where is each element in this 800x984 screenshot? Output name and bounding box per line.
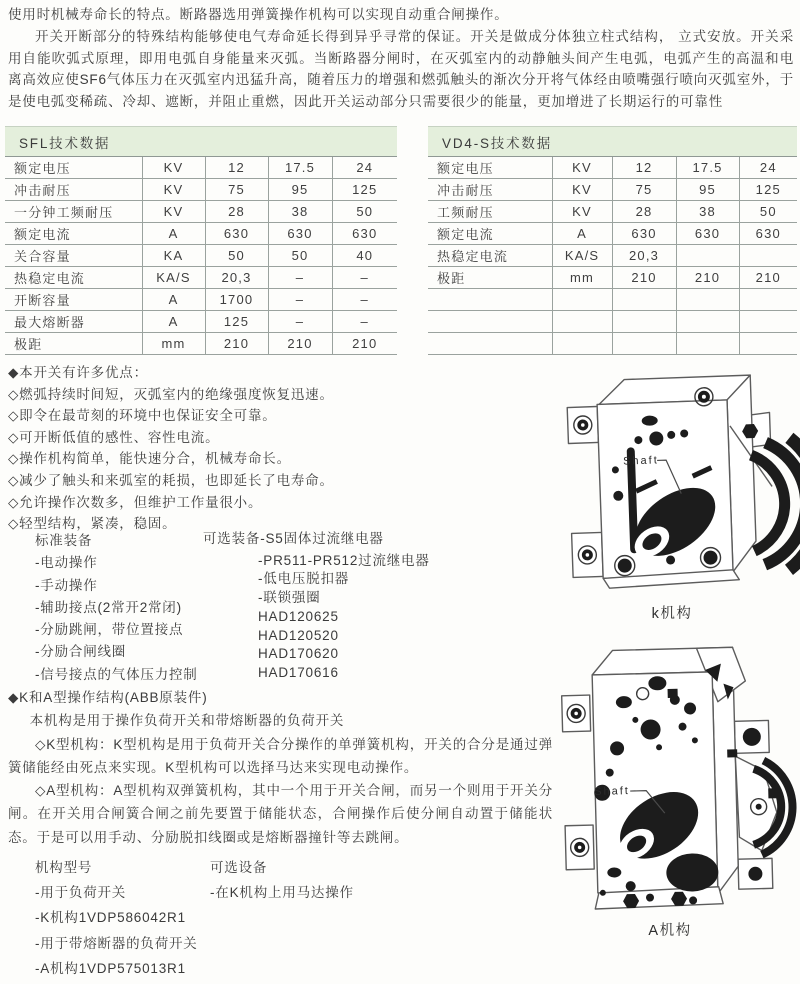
row-value-12kv: 75 bbox=[612, 179, 676, 201]
row-unit: A bbox=[142, 289, 205, 311]
table-row bbox=[428, 223, 797, 245]
row-label: 额定电流 bbox=[428, 223, 552, 245]
row-label: 极距 bbox=[5, 333, 142, 355]
row-value-24kv bbox=[739, 245, 797, 267]
model-item: -A机构1VDP575013R1 bbox=[35, 960, 186, 976]
row-label bbox=[428, 311, 552, 333]
equipment-item: -手动操作 bbox=[35, 577, 98, 593]
advantage-item: ◇允许操作次数多，但维护工作量很小。 bbox=[8, 494, 263, 510]
row-value-24kv: 630 bbox=[739, 223, 797, 245]
row-unit: KA/S bbox=[552, 245, 612, 267]
table-row bbox=[428, 201, 797, 223]
table-row bbox=[428, 179, 797, 201]
row-value-24kv bbox=[739, 289, 797, 311]
row-value-12kv: 125 bbox=[205, 311, 268, 333]
row-label: 冲击耐压 bbox=[428, 179, 552, 201]
advantage-item: ◇操作机构简单，能快速分合，机械寿命长。 bbox=[8, 451, 291, 467]
equipment-item: HAD170616 bbox=[258, 664, 339, 680]
table-row bbox=[5, 157, 397, 179]
row-value-17kv bbox=[676, 333, 739, 355]
row-value-17kv: 630 bbox=[676, 223, 739, 245]
row-value-24kv: 210 bbox=[739, 267, 797, 289]
model-numbers-heading: 机构型号 bbox=[35, 860, 93, 875]
row-label: 最大熔断器 bbox=[5, 311, 142, 333]
row-value-17kv bbox=[676, 311, 739, 333]
row-unit: A bbox=[142, 223, 205, 245]
row-value-12kv: 20,3 bbox=[205, 267, 268, 289]
row-value-12kv: 1700 bbox=[205, 289, 268, 311]
intro-paragraph: 开关开断部分的特殊结构能够使电气寿命延长得到异乎寻常的保证。开关是做成分体独立柱式结构， 立式安放。开关采用自能吹弧式原理，即用电弧自身能量来灭弧。当断路器分闸时，在灭弧室内的动静触头间产生电弧，电弧产生的高温和电离高效应使SF6气体压力在灭弧室内迅猛升高，随着压力的增强和燃弧触头的渐次分开将气体经由喷嘴强行喷向灭弧室外，于是使电弧变稀疏、冷却、遮断，并阻止重燃，因此开关运动部分只需要很少的能量，更加增进了长期运行的可靠性 bbox=[8, 28, 794, 110]
row-value-24kv: 40 bbox=[332, 245, 397, 267]
table-row bbox=[5, 179, 397, 201]
row-value-17kv: 630 bbox=[268, 223, 332, 245]
equipment-item: -信号接点的气体压力控制 bbox=[35, 666, 198, 682]
row-value-12kv: 210 bbox=[205, 333, 268, 355]
row-value-17kv: 95 bbox=[676, 179, 739, 201]
intro-line: 使用时机械寿命长的特点。断路器选用弹簧操作机构可以实现自动重合闸操作。 bbox=[8, 7, 509, 22]
a-mechanism-figure bbox=[540, 643, 800, 940]
row-value-12kv: 75 bbox=[205, 179, 268, 201]
sfl-spec-table bbox=[5, 126, 397, 355]
model-item: -用于负荷开关 bbox=[35, 885, 127, 901]
row-value-24kv bbox=[739, 333, 797, 355]
row-value-24kv: 125 bbox=[739, 179, 797, 201]
table-row bbox=[428, 311, 797, 333]
shaft-label: Shaft bbox=[594, 785, 631, 798]
model-numbers-column bbox=[35, 855, 210, 981]
advantage-item: ◇燃弧持续时间短，灭弧室内的绝缘强度恢复迅速。 bbox=[8, 386, 334, 402]
row-unit: KV bbox=[552, 157, 612, 179]
spec-tables bbox=[5, 126, 797, 355]
advantages-section bbox=[8, 362, 548, 535]
table-row bbox=[5, 245, 397, 267]
optional-equipment-list bbox=[203, 552, 430, 683]
table-row bbox=[5, 333, 397, 355]
model-item: -用于带熔断器的负荷开关 bbox=[35, 935, 198, 951]
optional-devices-column bbox=[210, 855, 354, 981]
row-value-17kv: 38 bbox=[268, 201, 332, 223]
a-mechanism-caption: A机构 bbox=[648, 923, 692, 939]
row-label: 极距 bbox=[428, 267, 552, 289]
row-value-17kv bbox=[676, 289, 739, 311]
row-value-17kv: 17.5 bbox=[268, 157, 332, 179]
standard-equipment-column bbox=[35, 530, 203, 686]
row-unit: A bbox=[552, 223, 612, 245]
row-label bbox=[428, 289, 552, 311]
shaft-label: Shaft bbox=[622, 454, 659, 468]
row-value-12kv: 630 bbox=[205, 223, 268, 245]
a-mechanism-drawing bbox=[540, 643, 800, 911]
row-unit: KV bbox=[142, 157, 205, 179]
k-mechanism-paragraph: ◇K型机构：K型机构是用于负荷开关合分操作的单弹簧机构，开关的合分是通过弹簧储能经由死点来实现。K型机构可以选择马达来实现电动操作。 bbox=[8, 736, 553, 775]
row-label: 一分钟工频耐压 bbox=[5, 201, 142, 223]
equipment-item: HAD120520 bbox=[258, 627, 339, 643]
row-label: 热稳定电流 bbox=[428, 245, 552, 267]
k-mechanism-caption: k机构 bbox=[651, 606, 693, 622]
table-row bbox=[428, 289, 797, 311]
ka-mechanism-section bbox=[8, 686, 553, 849]
row-value-24kv: 210 bbox=[332, 333, 397, 355]
row-unit: KA bbox=[142, 245, 205, 267]
row-unit bbox=[552, 333, 612, 355]
row-unit: KA/S bbox=[142, 267, 205, 289]
equipment-section bbox=[35, 530, 430, 686]
row-label: 额定电压 bbox=[428, 157, 552, 179]
equipment-item: -PR511-PR512过流继电器 bbox=[258, 552, 430, 568]
row-value-17kv: – bbox=[268, 267, 332, 289]
row-label: 冲击耐压 bbox=[5, 179, 142, 201]
vd4s-spec-table bbox=[428, 126, 797, 355]
table-row bbox=[428, 267, 797, 289]
row-value-24kv: 50 bbox=[332, 201, 397, 223]
optional-equipment-heading: 可选装备-S5固体过流继电器 bbox=[203, 531, 384, 546]
row-label: 额定电压 bbox=[5, 157, 142, 179]
equipment-item: -低电压脱扣器 bbox=[258, 571, 350, 587]
table-title-row bbox=[5, 127, 397, 157]
advantage-item: ◇可开断低值的感性、容性电流。 bbox=[8, 429, 220, 445]
ka-section-heading: ◆K和A型操作结构(ABB原装件) bbox=[8, 690, 208, 705]
sfl-table-title: SFL技术数据 bbox=[5, 127, 397, 157]
row-value-12kv: 210 bbox=[612, 267, 676, 289]
row-value-17kv bbox=[676, 245, 739, 267]
row-unit: KV bbox=[552, 179, 612, 201]
optional-devices-list bbox=[210, 880, 354, 905]
row-label: 额定电流 bbox=[5, 223, 142, 245]
ka-section-intro: 本机构是用于操作负荷开关和带熔断器的负荷开关 bbox=[29, 713, 345, 729]
row-value-12kv: 50 bbox=[205, 245, 268, 267]
row-value-12kv: 20,3 bbox=[612, 245, 676, 267]
table-title-row bbox=[428, 127, 797, 157]
optional-devices-heading: 可选设备 bbox=[210, 860, 268, 875]
row-unit: A bbox=[142, 311, 205, 333]
row-value-12kv: 28 bbox=[612, 201, 676, 223]
row-value-24kv: 50 bbox=[739, 201, 797, 223]
row-value-24kv: 125 bbox=[332, 179, 397, 201]
row-value-24kv: 24 bbox=[739, 157, 797, 179]
row-value-12kv: 12 bbox=[612, 157, 676, 179]
row-label: 热稳定电流 bbox=[5, 267, 142, 289]
vd4s-table-title: VD4-S技术数据 bbox=[428, 127, 797, 157]
row-value-24kv: – bbox=[332, 267, 397, 289]
row-value-17kv: – bbox=[268, 289, 332, 311]
standard-equipment-heading: 标准装备 bbox=[35, 533, 93, 548]
k-mechanism-figure bbox=[540, 366, 800, 623]
row-value-24kv: – bbox=[332, 311, 397, 333]
row-value-12kv bbox=[612, 333, 676, 355]
row-value-17kv: 17.5 bbox=[676, 157, 739, 179]
row-label: 开断容量 bbox=[5, 289, 142, 311]
table-row bbox=[428, 157, 797, 179]
table-row bbox=[5, 201, 397, 223]
row-value-12kv bbox=[612, 311, 676, 333]
advantages-heading: ◆本开关有许多优点： bbox=[8, 365, 148, 380]
row-unit: KV bbox=[552, 201, 612, 223]
advantage-item: ◇减少了触头和来弧室的耗损，也即延长了电寿命。 bbox=[8, 472, 334, 488]
equipment-item: -联锁强圈 bbox=[258, 590, 321, 606]
table-row bbox=[5, 267, 397, 289]
row-unit: KV bbox=[142, 179, 205, 201]
row-value-12kv: 12 bbox=[205, 157, 268, 179]
advantage-item: ◇轻型结构，紧凑，稳固。 bbox=[8, 516, 177, 532]
row-label: 关合容量 bbox=[5, 245, 142, 267]
row-value-24kv: 630 bbox=[332, 223, 397, 245]
equipment-item: -分励跳闸，带位置接点 bbox=[35, 622, 184, 638]
a-mechanism-paragraph: ◇A型机构：A型机构双弹簧机构，其中一个用于开关合闸，而另一个则用于开关分闸。在开关用合闸簧合闸之前先要置于储能状态，合闸操作后使分闸自动置于储能状态。于是可以用手动、分励脱扣线圈或是熔断器撞针等去跳闸。 bbox=[8, 783, 553, 845]
row-label bbox=[428, 333, 552, 355]
table-row bbox=[428, 245, 797, 267]
model-item: -K机构1VDP586042R1 bbox=[35, 910, 186, 926]
advantage-item: ◇即令在最苛刻的环境中也保证安全可靠。 bbox=[8, 408, 277, 424]
row-label: 工频耐压 bbox=[428, 201, 552, 223]
row-value-12kv: 630 bbox=[612, 223, 676, 245]
row-value-17kv: 210 bbox=[268, 333, 332, 355]
sfl-table-body bbox=[5, 157, 397, 355]
optional-device-item: -在K机构上用马达操作 bbox=[210, 885, 354, 901]
equipment-item: -电动操作 bbox=[35, 555, 98, 571]
optional-equipment-column bbox=[203, 530, 430, 686]
row-unit bbox=[552, 311, 612, 333]
model-numbers-list bbox=[35, 880, 210, 981]
table-row bbox=[428, 333, 797, 355]
intro-section bbox=[8, 4, 794, 113]
row-value-17kv: 210 bbox=[676, 267, 739, 289]
row-value-12kv: 28 bbox=[205, 201, 268, 223]
table-row bbox=[5, 311, 397, 333]
row-value-17kv: – bbox=[268, 311, 332, 333]
row-value-12kv bbox=[612, 289, 676, 311]
row-unit: mm bbox=[142, 333, 205, 355]
equipment-item: HAD120625 bbox=[258, 608, 339, 624]
equipment-item: -分励合闸线圈 bbox=[35, 644, 127, 660]
row-value-24kv: – bbox=[332, 289, 397, 311]
row-unit bbox=[552, 289, 612, 311]
row-value-24kv bbox=[739, 311, 797, 333]
table-row bbox=[5, 289, 397, 311]
row-value-17kv: 50 bbox=[268, 245, 332, 267]
row-value-17kv: 38 bbox=[676, 201, 739, 223]
row-unit: mm bbox=[552, 267, 612, 289]
row-value-17kv: 95 bbox=[268, 179, 332, 201]
equipment-item: HAD170620 bbox=[258, 646, 339, 662]
row-value-24kv: 24 bbox=[332, 157, 397, 179]
k-mechanism-drawing bbox=[540, 366, 800, 594]
standard-equipment-list bbox=[35, 552, 203, 686]
vd4s-table-body bbox=[428, 157, 797, 355]
advantages-list bbox=[8, 384, 548, 535]
model-numbers-section bbox=[35, 855, 354, 981]
row-unit: KV bbox=[142, 201, 205, 223]
equipment-item: -辅助接点(2常开2常闭) bbox=[35, 599, 182, 615]
table-row bbox=[5, 223, 397, 245]
